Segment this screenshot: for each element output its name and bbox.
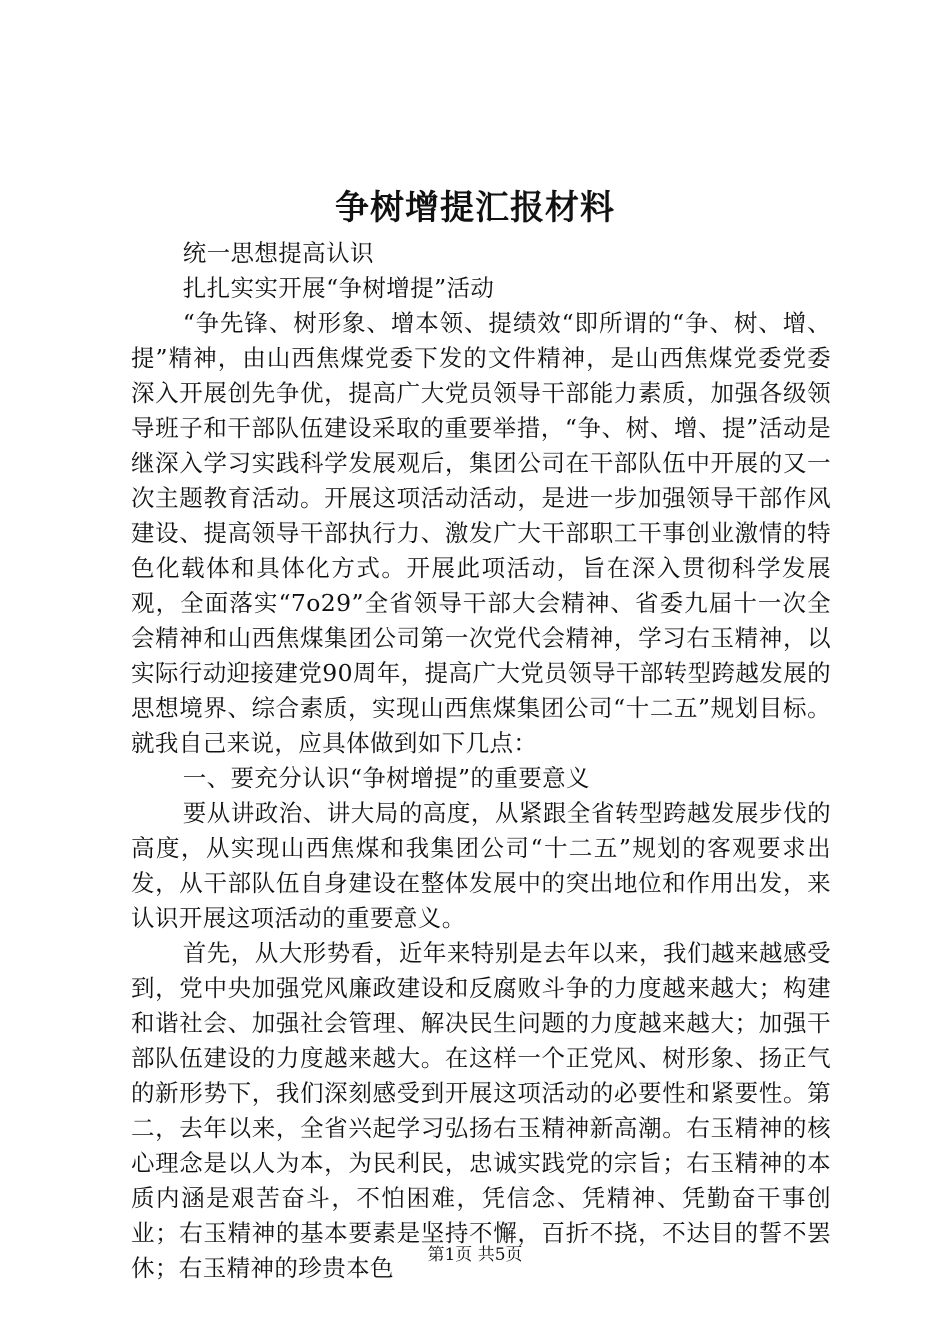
paragraph-intro: “争先锋、树形象、增本领、提绩效“即所谓的“争、树、增、提”精神，由山西焦煤党委下发的文件精神，是山西焦煤党委党委深入开展创先争优，提高广大党员领导干部能力素质，加强各级领导班子和干部队伍建设采取的重要举措，“争、树、增、提”活动是继深入学习实践科学发展观后，集团公司在干部队伍中开展的又一次主题教育活动。开展这项活动活动，是进一步加强领导干部作风建设、提高领导干部执行力、激发广大干部职工干事创业激情的特色化载体和具体化方式。开展此项活动，旨在深入贯彻科学发展观，全面落实“7o29”全省领导干部大会精神、省委九届十一次全会精神和山西焦煤集团公司第一次党代会精神，学习右玉精神，以实际行动迎接建党90周年，提高广大党员领导干部转型跨越发展的思想境界、综合素质，实现山西焦煤集团公司“十二五”规划目标。就我自己来说，应具体做到如下几点： bbox=[131, 309, 831, 757]
page-footer: 第1页 共5页 bbox=[427, 1245, 523, 1265]
paragraph-first-point: 首先，从大形势看，近年来特别是去年以来，我们越来越感受到，党中央加强党风廉政建设和反腐败斗争的力度越来越大；构建和谐社会、加强社会管理、解决民生问题的力度越来越大；加强干部队伍建设的力度越来越大。在这样一个正党风、树形象、扬正气的新形势下，我们深刻感受到开展这项活动的必要性和紧要性。第二，去年以来，全省兴起学习弘扬右玉精神新高潮。右玉精神的核心理念是以人为本，为民利民，忠诚实践党的宗旨；右玉精神的本质内涵是艰苦奋斗，不怕困难，凭信念、凭精神、凭勤奋干事创业；右玉精神的基本要素是坚持不懈，百折不挠，不达目的誓不罢休；右玉精神的珍贵本色 bbox=[131, 939, 831, 1282]
section-heading-1: 一、要充分认识“争树增提”的重要意义 bbox=[182, 764, 590, 792]
paragraph-subtitle-2: 扎扎实实开展“争树增提”活动 bbox=[182, 274, 495, 302]
document-body bbox=[131, 236, 831, 1286]
paragraph-significance: 要从讲政治、讲大局的高度，从紧跟全省转型跨越发展步伐的高度，从实现山西焦煤和我集团公司“十二五”规划的客观要求出发，从干部队伍自身建设在整体发展中的突出地位和作用出发，来认识开展这项活动的重要意义。 bbox=[131, 799, 831, 932]
document-title: 争树增提汇报材料 bbox=[335, 188, 615, 228]
paragraph-subtitle-1: 统一思想提高认识 bbox=[182, 239, 374, 267]
